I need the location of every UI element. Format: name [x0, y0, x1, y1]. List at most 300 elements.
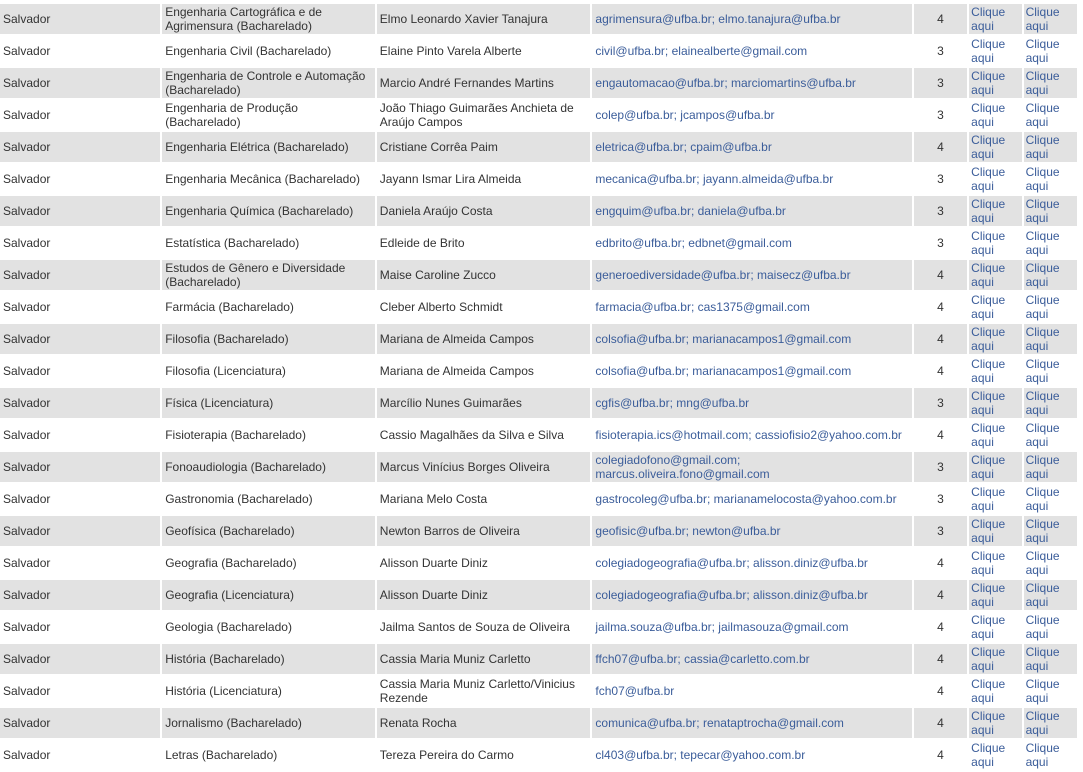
coordinator-cell: Jailma Santos de Souza de Oliveira: [379, 620, 570, 634]
email-cell: [592, 420, 911, 450]
clique-aqui-link-2[interactable]: Clique aqui: [1025, 613, 1060, 641]
email-cell: [592, 260, 911, 290]
city-cell: [0, 260, 160, 290]
email-link[interactable]: colegiadogeografia@ufba.br; alisson.diniz@ufba.br: [595, 556, 868, 570]
course-cell: [162, 196, 375, 226]
count-cell: 3: [937, 108, 944, 122]
table-row: [0, 516, 1077, 546]
table-row: [0, 548, 1077, 578]
count-cell: [914, 196, 967, 226]
email-link[interactable]: ffch07@ufba.br; cassia@carletto.com.br: [595, 652, 810, 666]
clique-aqui-cell-1: [969, 516, 1021, 546]
coordinator-cell: [377, 260, 591, 290]
email-cell: [592, 708, 911, 738]
course-cell: [162, 324, 375, 354]
clique-aqui-link-2[interactable]: Clique aqui: [1025, 133, 1060, 161]
clique-aqui-cell-2: [1024, 580, 1077, 610]
email-cell: [592, 388, 911, 418]
clique-aqui-link-1[interactable]: Clique aqui: [971, 5, 1006, 33]
clique-aqui-link-1[interactable]: Clique aqui: [971, 293, 1006, 321]
coordinator-cell: Cassia Maria Muniz Carletto: [379, 652, 531, 666]
city-cell: Salvador: [3, 588, 51, 602]
email-cell: [592, 100, 911, 130]
clique-aqui-link-2[interactable]: Clique aqui: [1025, 645, 1060, 673]
course-cell: Geografia (Licenciatura): [165, 588, 294, 602]
course-cell: Filosofia (Licenciatura): [165, 364, 286, 378]
count-cell: 4: [937, 716, 944, 730]
clique-aqui-link-2[interactable]: Clique aqui: [1025, 293, 1060, 321]
clique-aqui-cell-1: [969, 740, 1021, 770]
course-cell: [162, 100, 375, 130]
count-cell: 4: [937, 428, 944, 442]
city-cell: Salvador: [3, 748, 51, 762]
clique-aqui-link-2[interactable]: Clique aqui: [1025, 549, 1060, 577]
table-row: [0, 324, 1077, 354]
city-cell: Salvador: [3, 332, 51, 346]
clique-aqui-cell-2: [1024, 4, 1077, 34]
course-cell: Letras (Bacharelado): [165, 748, 278, 762]
email-link[interactable]: cgfis@ufba.br; mng@ufba.br: [595, 396, 750, 410]
clique-aqui-cell-1: [969, 4, 1021, 34]
clique-aqui-cell-1: [969, 388, 1021, 418]
count-cell: [914, 548, 967, 578]
clique-aqui-cell-2: [1024, 228, 1077, 258]
clique-aqui-link-2[interactable]: Clique aqui: [1025, 325, 1060, 353]
coordinator-cell: [377, 676, 591, 706]
email-link[interactable]: generoediversidade@ufba.br; maisecz@ufba.br: [595, 268, 851, 282]
email-cell: [592, 324, 911, 354]
count-cell: 3: [937, 460, 944, 474]
clique-aqui-link-1[interactable]: Clique aqui: [971, 197, 1006, 225]
clique-aqui-cell-2: [1024, 740, 1077, 770]
clique-aqui-link-1[interactable]: Clique aqui: [971, 101, 1006, 129]
course-cell: Gastronomia (Bacharelado): [165, 492, 313, 506]
course-cell: Fisioterapia (Bacharelado): [165, 428, 306, 442]
email-cell: [592, 580, 911, 610]
city-cell: [0, 132, 160, 162]
email-link[interactable]: eletrica@ufba.br; cpaim@ufba.br: [595, 140, 772, 154]
table-row: [0, 100, 1077, 130]
email-link[interactable]: engquim@ufba.br; daniela@ufba.br: [595, 204, 786, 218]
email-link[interactable]: fisioterapia.ics@hotmail.com; cassiofisio2@yahoo.com.br: [595, 428, 902, 442]
city-cell: [0, 420, 160, 450]
coordinator-cell: [377, 708, 591, 738]
course-cell: Engenharia de Controle e Automação (Bacharelado): [165, 69, 366, 97]
city-cell: [0, 388, 160, 418]
coordinator-cell: [377, 420, 591, 450]
course-cell: Engenharia Cartográfica e de Agrimensura (Bacharelado): [165, 5, 322, 33]
count-cell: [914, 36, 967, 66]
table-row: [0, 196, 1077, 226]
email-link[interactable]: civil@ufba.br; elainealberte@gmail.com: [595, 44, 808, 58]
course-cell: [162, 740, 375, 770]
clique-aqui-cell-1: [969, 484, 1021, 514]
coordinator-cell: Tereza Pereira do Carmo: [379, 748, 514, 762]
count-cell: [914, 676, 967, 706]
coordinator-cell: [377, 164, 591, 194]
city-cell: Salvador: [3, 396, 51, 410]
clique-aqui-cell-1: [969, 228, 1021, 258]
clique-aqui-cell-2: [1024, 388, 1077, 418]
city-cell: [0, 292, 160, 322]
clique-aqui-cell-1: [969, 292, 1021, 322]
table-row: [0, 708, 1077, 738]
table-row: [0, 260, 1077, 290]
email-link[interactable]: mecanica@ufba.br; jayann.almeida@ufba.br: [595, 172, 834, 186]
clique-aqui-link-2[interactable]: Clique aqui: [1025, 709, 1060, 737]
count-cell: 4: [937, 684, 944, 698]
clique-aqui-link-2[interactable]: Clique aqui: [1025, 261, 1060, 289]
clique-aqui-link-1[interactable]: Clique aqui: [971, 389, 1006, 417]
count-cell: 4: [937, 140, 944, 154]
table-row: [0, 580, 1077, 610]
email-link[interactable]: engautomacao@ufba.br; marciomartins@ufba.br: [595, 76, 856, 90]
clique-aqui-link-2[interactable]: Clique aqui: [1025, 581, 1060, 609]
city-cell: [0, 4, 160, 34]
count-cell: [914, 132, 967, 162]
count-cell: [914, 260, 967, 290]
clique-aqui-link-1[interactable]: Clique aqui: [971, 677, 1006, 705]
course-cell: Filosofia (Bacharelado): [165, 332, 289, 346]
coordinator-cell: Elaine Pinto Varela Alberte: [379, 44, 522, 58]
table-row: [0, 164, 1077, 194]
city-cell: Salvador: [3, 268, 51, 282]
table-row: [0, 420, 1077, 450]
count-cell: 3: [937, 44, 944, 58]
city-cell: Salvador: [3, 684, 51, 698]
email-link[interactable]: farmacia@ufba.br; cas1375@gmail.com: [595, 300, 810, 314]
city-cell: [0, 100, 160, 130]
clique-aqui-cell-2: [1024, 452, 1077, 482]
course-cell: [162, 708, 375, 738]
coordinator-cell: [377, 36, 591, 66]
course-cell: [162, 484, 375, 514]
clique-aqui-link-1[interactable]: Clique aqui: [971, 485, 1006, 513]
email-cell: [592, 676, 911, 706]
email-cell: [592, 292, 911, 322]
coordinator-cell: Renata Rocha: [379, 716, 457, 730]
count-cell: [914, 644, 967, 674]
city-cell: Salvador: [3, 12, 51, 26]
coordinator-cell: [377, 484, 591, 514]
clique-aqui-cell-2: [1024, 612, 1077, 642]
clique-aqui-cell-2: [1024, 356, 1077, 386]
clique-aqui-link-1[interactable]: Clique aqui: [971, 421, 1006, 449]
coordinator-cell: [377, 292, 591, 322]
coordinator-cell: [377, 4, 591, 34]
email-link[interactable]: jailma.souza@ufba.br; jailmasouza@gmail.com: [595, 620, 849, 634]
clique-aqui-cell-2: [1024, 516, 1077, 546]
city-cell: Salvador: [3, 108, 51, 122]
coordinator-cell: [377, 100, 591, 130]
clique-aqui-link-2[interactable]: Clique aqui: [1025, 357, 1060, 385]
coordinator-cell: Mariana de Almeida Campos: [379, 332, 534, 346]
clique-aqui-link-1[interactable]: Clique aqui: [971, 261, 1006, 289]
clique-aqui-link-2[interactable]: Clique aqui: [1025, 517, 1060, 545]
clique-aqui-cell-1: [969, 676, 1021, 706]
course-cell: Engenharia Química (Bacharelado): [165, 204, 354, 218]
city-cell: Salvador: [3, 428, 51, 442]
city-cell: Salvador: [3, 140, 51, 154]
email-cell: [592, 36, 911, 66]
coordinator-cell: Mariana de Almeida Campos: [379, 364, 534, 378]
email-link[interactable]: colegiadofono@gmail.com; marcus.oliveira.fono@gmail.com: [595, 453, 770, 481]
clique-aqui-link-2[interactable]: Clique aqui: [1025, 5, 1060, 33]
count-cell: 3: [937, 204, 944, 218]
clique-aqui-link-2[interactable]: Clique aqui: [1025, 421, 1060, 449]
city-cell: Salvador: [3, 652, 51, 666]
email-cell: [592, 452, 911, 482]
city-cell: [0, 740, 160, 770]
courses-table-body: [0, 4, 1077, 770]
coordinator-cell: [377, 388, 591, 418]
table-row: [0, 484, 1077, 514]
table-row: [0, 292, 1077, 322]
clique-aqui-cell-2: [1024, 676, 1077, 706]
clique-aqui-cell-2: [1024, 100, 1077, 130]
clique-aqui-cell-2: [1024, 196, 1077, 226]
city-cell: Salvador: [3, 620, 51, 634]
table-row: [0, 612, 1077, 642]
clique-aqui-link-2[interactable]: Clique aqui: [1025, 677, 1060, 705]
city-cell: [0, 484, 160, 514]
course-cell: [162, 132, 375, 162]
email-cell: [592, 644, 911, 674]
course-cell: Jornalismo (Bacharelado): [165, 716, 302, 730]
course-cell: [162, 260, 375, 290]
coordinator-cell: Newton Barros de Oliveira: [379, 524, 520, 538]
email-cell: [592, 4, 911, 34]
table-row: [0, 388, 1077, 418]
city-cell: [0, 164, 160, 194]
clique-aqui-link-2[interactable]: Clique aqui: [1025, 229, 1060, 257]
email-link[interactable]: edbrito@ufba.br; edbnet@gmail.com: [595, 236, 792, 250]
coordinator-cell: Cleber Alberto Schmidt: [379, 300, 503, 314]
city-cell: Salvador: [3, 44, 51, 58]
count-cell: 3: [937, 396, 944, 410]
coordinator-cell: Alisson Duarte Diniz: [379, 588, 488, 602]
clique-aqui-link-2[interactable]: Clique aqui: [1025, 485, 1060, 513]
clique-aqui-link-1[interactable]: Clique aqui: [971, 69, 1006, 97]
count-cell: [914, 324, 967, 354]
course-cell: Física (Licenciatura): [165, 396, 274, 410]
count-cell: 4: [937, 556, 944, 570]
count-cell: [914, 708, 967, 738]
email-cell: [592, 68, 911, 98]
clique-aqui-link-1[interactable]: Clique aqui: [971, 325, 1006, 353]
coordinator-cell: Maise Caroline Zucco: [379, 268, 496, 282]
clique-aqui-cell-2: [1024, 484, 1077, 514]
clique-aqui-link-1[interactable]: Clique aqui: [971, 517, 1006, 545]
course-cell: História (Bacharelado): [165, 652, 285, 666]
coordinator-cell: Mariana Melo Costa: [379, 492, 488, 506]
clique-aqui-link-1[interactable]: Clique aqui: [971, 165, 1006, 193]
course-cell: [162, 420, 375, 450]
count-cell: [914, 452, 967, 482]
email-link[interactable]: gastrocoleg@ufba.br; marianamelocosta@yahoo.com.br: [595, 492, 897, 506]
clique-aqui-cell-1: [969, 164, 1021, 194]
course-cell: Estudos de Gênero e Diversidade (Bacharelado): [165, 261, 346, 289]
clique-aqui-link-1[interactable]: Clique aqui: [971, 741, 1006, 769]
coordinator-cell: [377, 196, 591, 226]
count-cell: 4: [937, 652, 944, 666]
course-cell: Engenharia Mecânica (Bacharelado): [165, 172, 360, 186]
email-link[interactable]: colsofia@ufba.br; marianacampos1@gmail.com: [595, 364, 852, 378]
clique-aqui-cell-2: [1024, 132, 1077, 162]
coordinator-cell: Cassio Magalhães da Silva e Silva: [379, 428, 564, 442]
count-cell: 4: [937, 620, 944, 634]
clique-aqui-link-2[interactable]: Clique aqui: [1025, 197, 1060, 225]
coordinator-cell: [377, 580, 591, 610]
course-cell: Geologia (Bacharelado): [165, 620, 292, 634]
email-cell: [592, 356, 911, 386]
count-cell: [914, 388, 967, 418]
city-cell: Salvador: [3, 524, 51, 538]
city-cell: Salvador: [3, 300, 51, 314]
count-cell: [914, 356, 967, 386]
city-cell: [0, 548, 160, 578]
coordinator-cell: [377, 452, 591, 482]
count-cell: [914, 100, 967, 130]
clique-aqui-cell-1: [969, 420, 1021, 450]
clique-aqui-link-2[interactable]: Clique aqui: [1025, 389, 1060, 417]
clique-aqui-link-2[interactable]: Clique aqui: [1025, 101, 1060, 129]
course-cell: [162, 36, 375, 66]
coordinator-cell: [377, 644, 591, 674]
coordinator-cell: Cristiane Corrêa Paim: [379, 140, 498, 154]
table-row: [0, 740, 1077, 770]
count-cell: [914, 516, 967, 546]
count-cell: [914, 484, 967, 514]
count-cell: 4: [937, 588, 944, 602]
email-link[interactable]: geofisic@ufba.br; newton@ufba.br: [595, 524, 781, 538]
coordinator-cell: [377, 132, 591, 162]
clique-aqui-cell-1: [969, 36, 1021, 66]
course-cell: Engenharia Elétrica (Bacharelado): [165, 140, 349, 154]
city-cell: [0, 644, 160, 674]
city-cell: Salvador: [3, 204, 51, 218]
clique-aqui-cell-1: [969, 580, 1021, 610]
email-link[interactable]: colep@ufba.br; jcampos@ufba.br: [595, 108, 775, 122]
clique-aqui-link-2[interactable]: Clique aqui: [1025, 165, 1060, 193]
clique-aqui-link-1[interactable]: Clique aqui: [971, 709, 1006, 737]
count-cell: [914, 580, 967, 610]
course-cell: [162, 228, 375, 258]
email-cell: [592, 548, 911, 578]
email-link[interactable]: fch07@ufba.br: [595, 684, 675, 698]
course-cell: Engenharia de Produção (Bacharelado): [165, 101, 298, 129]
clique-aqui-link-1[interactable]: Clique aqui: [971, 133, 1006, 161]
clique-aqui-cell-2: [1024, 292, 1077, 322]
coordinator-cell: [377, 228, 591, 258]
city-cell: [0, 356, 160, 386]
city-cell: [0, 612, 160, 642]
clique-aqui-cell-1: [969, 100, 1021, 130]
count-cell: 3: [937, 172, 944, 186]
count-cell: [914, 292, 967, 322]
city-cell: Salvador: [3, 172, 51, 186]
course-cell: Farmácia (Bacharelado): [165, 300, 294, 314]
count-cell: 4: [937, 12, 944, 26]
clique-aqui-link-2[interactable]: Clique aqui: [1025, 37, 1060, 65]
course-cell: [162, 644, 375, 674]
count-cell: [914, 228, 967, 258]
coordinator-cell: [377, 356, 591, 386]
coordinator-cell: [377, 740, 591, 770]
clique-aqui-cell-1: [969, 612, 1021, 642]
city-cell: [0, 580, 160, 610]
course-cell: [162, 580, 375, 610]
course-cell: [162, 612, 375, 642]
clique-aqui-link-2[interactable]: Clique aqui: [1025, 69, 1060, 97]
coordinator-cell: [377, 612, 591, 642]
clique-aqui-cell-2: [1024, 260, 1077, 290]
table-row: [0, 356, 1077, 386]
course-cell: [162, 292, 375, 322]
city-cell: [0, 68, 160, 98]
table-row: [0, 4, 1077, 34]
email-link[interactable]: agrimensura@ufba.br; elmo.tanajura@ufba.br: [595, 12, 841, 26]
email-link[interactable]: cl403@ufba.br; tepecar@yahoo.com.br: [595, 748, 806, 762]
coordinator-cell: Alisson Duarte Diniz: [379, 556, 488, 570]
city-cell: [0, 708, 160, 738]
clique-aqui-cell-2: [1024, 164, 1077, 194]
count-cell: 4: [937, 332, 944, 346]
city-cell: Salvador: [3, 716, 51, 730]
clique-aqui-link-2[interactable]: Clique aqui: [1025, 741, 1060, 769]
email-link[interactable]: colsofia@ufba.br; marianacampos1@gmail.com: [595, 332, 852, 346]
course-cell: [162, 68, 375, 98]
coordinator-cell: [377, 516, 591, 546]
clique-aqui-link-1[interactable]: Clique aqui: [971, 453, 1006, 481]
count-cell: 3: [937, 524, 944, 538]
clique-aqui-link-1[interactable]: Clique aqui: [971, 229, 1006, 257]
city-cell: Salvador: [3, 76, 51, 90]
course-cell: [162, 676, 375, 706]
clique-aqui-link-1[interactable]: Clique aqui: [971, 357, 1006, 385]
clique-aqui-cell-1: [969, 324, 1021, 354]
coordinator-cell: Marcílio Nunes Guimarães: [379, 396, 522, 410]
email-link[interactable]: colegiadogeografia@ufba.br; alisson.diniz@ufba.br: [595, 588, 868, 602]
course-cell: [162, 452, 375, 482]
clique-aqui-cell-1: [969, 644, 1021, 674]
clique-aqui-link-1[interactable]: Clique aqui: [971, 549, 1006, 577]
email-cell: [592, 740, 911, 770]
table-row: [0, 228, 1077, 258]
table-row: [0, 36, 1077, 66]
table-row: [0, 644, 1077, 674]
clique-aqui-link-1[interactable]: Clique aqui: [971, 37, 1006, 65]
course-cell: [162, 388, 375, 418]
coordinator-cell: [377, 548, 591, 578]
clique-aqui-link-1[interactable]: Clique aqui: [971, 613, 1006, 641]
course-cell: [162, 4, 375, 34]
email-cell: [592, 196, 911, 226]
clique-aqui-cell-2: [1024, 420, 1077, 450]
table-row: [0, 676, 1077, 706]
clique-aqui-cell-1: [969, 196, 1021, 226]
coordinator-cell: João Thiago Guimarães Anchieta de Araújo Campos: [379, 101, 574, 129]
count-cell: 3: [937, 492, 944, 506]
count-cell: 4: [937, 300, 944, 314]
email-cell: [592, 164, 911, 194]
clique-aqui-link-1[interactable]: Clique aqui: [971, 581, 1006, 609]
clique-aqui-link-1[interactable]: Clique aqui: [971, 645, 1006, 673]
course-cell: Engenharia Civil (Bacharelado): [165, 44, 332, 58]
clique-aqui-link-2[interactable]: Clique aqui: [1025, 453, 1060, 481]
email-link[interactable]: comunica@ufba.br; renataptrocha@gmail.com: [595, 716, 844, 730]
coordinator-cell: Daniela Araújo Costa: [379, 204, 493, 218]
